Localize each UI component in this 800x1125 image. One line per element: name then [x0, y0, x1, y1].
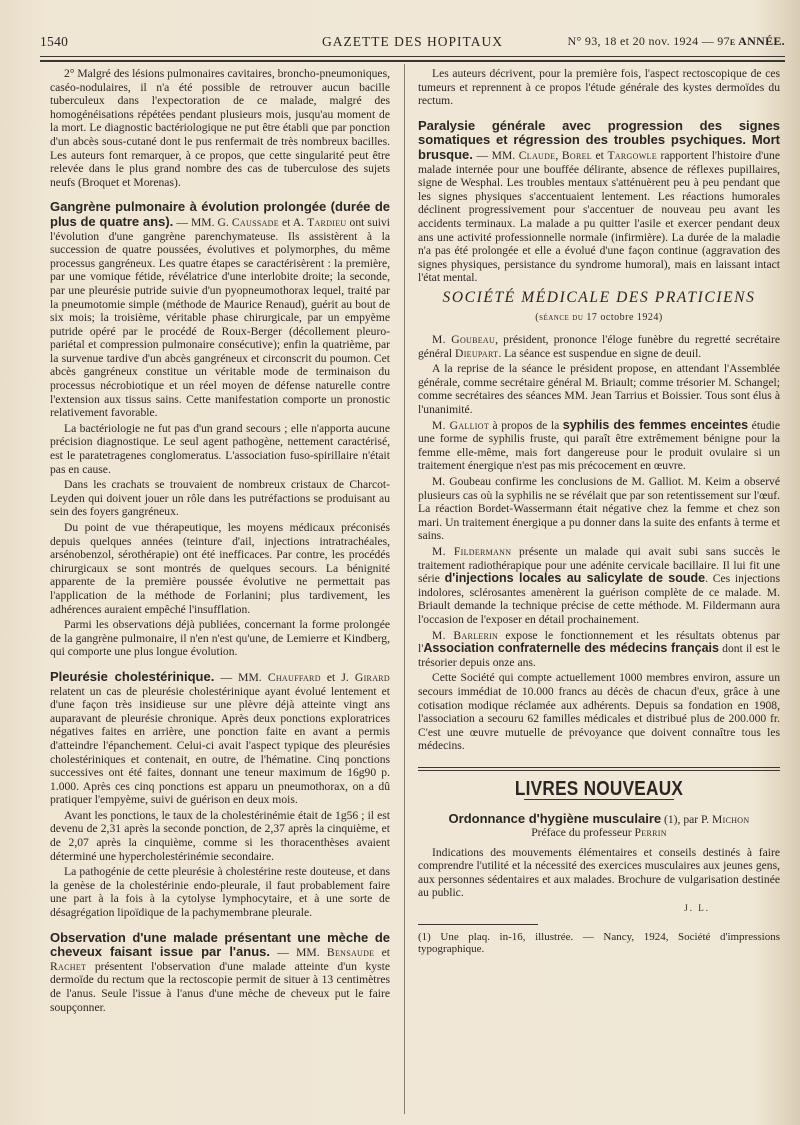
paragraph: La bactériologie ne fut pas d'un grand secours ; elle n'apporta aucune précision diagnostique. Le seul agent pathogène, nettement caractérisé, est le paratetragenes conglomeratus. L'association fuso-spirillaire n'était pas en cause. — [50, 421, 390, 476]
paragraph: M. Galliot à propos de la syphilis des femmes enceintes étudie une forme de syphilis fruste, qui paraît être extrêmement bénigne pour la femme elle-même, mais fort dangereuse pour le produit ovulaire si un traitement énergique n'est pas mis précocement en œuvre. — [418, 417, 780, 473]
footnote: (1) Une plaq. in-16, illustrée. — Nancy, 1924, Société d'impressions typographique. — [418, 930, 780, 956]
footnote-rule — [418, 924, 538, 925]
article-heading: Observation d'une malade présentant une mèche de cheveux faisant issue par l'anus. — [50, 929, 390, 960]
author-name: Chauffard — [267, 670, 321, 684]
page-number: 1540 — [40, 34, 69, 49]
page-header — [40, 34, 785, 54]
left-column — [50, 67, 390, 1016]
issue-info: N° 93, 18 et 20 nov. 1924 — 97e ANNÉE. — [567, 34, 785, 48]
section-title-societe: SOCIÉTÉ MÉDICALE DES PRATICIENS — [442, 288, 756, 306]
paragraph: Dans les crachats se trouvaient de nombreux cristaux de Charcot-Leyden qui doivent jouer un rôle dans les putréfactions se produisant au sein des foyers gangréneux. — [50, 478, 390, 519]
author-name: Rachet — [50, 959, 87, 973]
paragraph: 2° Malgré des lésions pulmonaires cavitaires, broncho-pneumoniques, caséo-nodulaires, il n'a été possible de retrouver aucun bacille tuberculeux dans l'expectoration de ce malade, malgré des homogénéisations répétées pendant plusieurs mois, jusqu'au moment de la mort. Le diagnostic bactériologique ne put être établi que par ponction d'un abcès sous-cutané dont le pus renfermait de très nombreux bacilles. Les auteurs font remarquer, à ce propos, que cette singularité peut être relevée dans le plus grand nombre des cas de tuberculose des sujets neufs (Broquet et Morenas). — [50, 67, 390, 189]
paragraph: M. Goubeau, président, prononce l'éloge funèbre du regretté secrétaire général Dieupart. La séance est suspendue en signe de deuil. — [418, 333, 780, 360]
author-name: Girard — [354, 670, 390, 684]
column-separator — [404, 64, 405, 1114]
author-name: Bensaude — [326, 946, 375, 960]
article-heading: Pleurésie cholestérinique. — [50, 668, 215, 684]
paragraph: Cette Société qui compte actuellement 1000 membres environ, assure un secours immédiat de 10.000 francs au décès de chacun d'eux, grâce à une cotisation modique réclamée aux adhérents. Depuis sa fondation en 1908, l'association a secouru 62 familles médicales et distribué plus de 200.000 fr. C'est une œuvre mutuelle de prévoyance que doivent connaître tous les médecins. — [418, 671, 780, 753]
article-heading: Paralysie générale avec progression des signes somatiques et régression des troubles psychiques. Mort brusque. — [418, 117, 780, 162]
author-name: Caussade — [231, 215, 279, 229]
signature: J. L. — [684, 903, 710, 914]
paragraph: Du point de vue thérapeutique, les moyens médicaux préconisés depuis quelques années (teinture d'ail, injections intratrachéales, arsénobenzol, sérothérapie) ont été inefficaces. Par contre, les procédés chirurgicaux se sont montrés de quelques secours. La bénignité apparente de la première poussée évolutive ne permettait pas l'application de la méthode de Forlanini; plus tardivement, les adhérences auraient empêché l'insufflation. — [50, 521, 390, 616]
paragraph: Parmi les observations déjà publiées, concernant la forme prolongée de la gangrène pulmonaire, il n'en n'est qu'une, de Lemierre et Kindberg, qui comporte une plus longue évolution. — [50, 618, 390, 659]
book-title: Ordonnance d'hygiène musculaire (1), par P. Michon — [448, 810, 750, 826]
article-paralysie: Paralysie générale avec progression des signes somatiques et régression des troubles psychiques. Mort brusque. — MM. Claude, Borel et Targowle rapportent l'histoire d'une malade internée pour une bouffée délirante, absence de réflexes pupillaires, signe de Wesphal. Les troubles mentaux s'atténuèrent peu à peu pendant que les signes physiques s'accentuaient lentement. Les réactions humorales déclinent progressivement pour s'accentuer de nouveau peu avant les accidents terminaux. La malade a pu quitter l'asile et exercer pendant deux ans une activité professionnelle normale (infirmière). La durée de la maladie n'a pas été prolongée et elle a évolué d'une façon continue (aggravation des signes physiques, persistance du syndrome humoral), mais en laissant intact l'état mental. — [418, 117, 780, 285]
journal-title: GAZETTE DES HOPITAUX — [322, 34, 503, 49]
section-divider — [418, 767, 780, 771]
author-name: Borel — [561, 148, 592, 162]
paragraph: Avant les ponctions, le taux de la cholestérinémie était de 1g56 ; il est devenu de 2,31 après la seconde ponction, de 2,37 après la cinquième, et de 2,07 après la cinquième, comme si les thoracenthèses avaient déterminé une hypercholestérinémie secondaire. — [50, 808, 390, 863]
book-preface: Préface du professeur Perrin — [531, 826, 667, 840]
author-name: Tardieu — [307, 215, 347, 229]
article-gangrene: Gangrène pulmonaire à évolution prolongée (durée de plus de quatre ans). — MM. G. Caussade et A. Tardieu ont suivi l'évolution d'une gangrène parenchymateuse. Ils assistèrent à la succession de quatre poussées, évolutives et polymorphes, du même processus gangréneux. Les quatre étapes se caractérisèrent : la première, par une vomique fétide, révélatrice d'une interlobite droite; la seconde, par une pleurésie putride suivie d'un pyopneumothorax lequel, traité par la pneumotomie simple (méthode de Maurice Renaud), guérit au bout de six mois; la troisième, véritable phase chirurgicale, par un empyème putride opéré par le procédé de Roux-Berger (décollement pleuro-pariétal et compression pulmonaire consécutive); enfin la quatrième, par la survenue tardive d'un abcès gangréneux et circonscrit du poumon. Cet abcès gangréneux constitue un véritable mode de terminaison du processus nécrobiotique et un réel moyen de défense naturelle contre l'extension aux tissus sains. Cette manifestation comporte un pronostic relativement favorable. — [50, 199, 390, 420]
article-heading: Gangrène pulmonaire à évolution prolongée (durée de plus de quatre ans). — [50, 199, 390, 229]
paragraph: La pathogénie de cette pleurésie à cholestérine reste douteuse, et dans la genèse de la cholestérinie endo-pleurale, il faut probablement faire une part à la fois à la cytolyse lymphocytaire, et à une sorte de désagrégation lipoïdique de la pachymembrane pleurale. — [50, 865, 390, 920]
author-name: Claude — [518, 148, 556, 162]
article-observation: Observation d'une malade présentant une mèche de cheveux faisant issue par l'anus. — MM. Bensaude et Rachet présentent l'observation d'une malade atteinte d'un kyste dermoïde du rectum que la rectoscopie permit de situer à 13 centimètres de l'anus. Seule l'issue à l'anus d'une mèche de cheveux put le faire soupçonner. — [50, 929, 391, 1014]
right-column — [418, 67, 780, 956]
paragraph: M. Fildermann présente un malade qui avait subi sans succès le traitement radiothérapique pour une adénite cervicale bacillaire. Il lui fit une série d'injections locales au salicylate de soude. Ces injections indolores, sclérosantes amenèrent la guérison complète de ce malade. M. Briault demande la technique précise de cette méthode. M. Fildermann aura l'occasion de l'exposer en détail prochainement. — [418, 545, 781, 626]
paragraph: A la reprise de la séance le président propose, en attendant l'Assemblée générale, comme secrétaire général M. Briault; comme trésorier M. Schangel; comme secrétaires des séances MM. Jean Tarrius et Boissier. Tous sont élus à l'unanimité. — [418, 362, 780, 417]
header-rule-thick — [40, 60, 785, 62]
paragraph: M. Barlerin expose le fonctionnement et les résultats obtenus par l'Association confraternelle des médecins français dont il est le trésorier depuis onze ans. — [418, 628, 780, 669]
header-rule — [40, 56, 785, 57]
article-pleuresie: Pleurésie cholestérinique. — MM. Chauffard et J. Girard relatent un cas de pleurésie cholestérinique ayant évolué lentement et d'une façon très insidieuse sur une plèvre déjà atteinte vingt ans auparavant de pleurésie chronique. Après deux ponctions exploratrices négatives faites en arrière, une ponction faite en avant a permis d'atteindre l'épanchement. Celui-ci avait l'aspect typique des pleurésies cholestériniques et contenait, en outre, de l'hématine. Cinq ponctions successives ont été faites, donnant une teneur maximum de 16g90 p. 1.000. Après ces cinq ponctions est apparu un pneumothorax, on a dû pratiquer l'empyème, suivi de guérison en deux mois. — [50, 668, 390, 807]
author-name: Targowle — [607, 148, 657, 162]
paragraph: M. Goubeau confirme les conclusions de M. Galliot. M. Keim a observé plusieurs cas où la syphilis ne se révélait que par son retentissement sur l'œuf. La réaction Bordet-Wassermann était négative chez la femme et chez son mari. Un traitement énergique a pu donner dans la suite des enfants à terme et sains. — [418, 475, 780, 543]
paragraph: Les auteurs décrivent, pour la première fois, l'aspect rectoscopique de ces tumeurs et reprennent à ce propos l'étude générale des kystes dermoïdes du rectum. — [418, 67, 780, 108]
paragraph: Indications des mouvements élémentaires et conseils destinés à faire comprendre l'utilité et la nécessité des exercices musculaires aux jeunes gens, aux personnes sédentaires et aux malades. Brochure de vulgarisation destinée au public. — [418, 845, 780, 900]
section-title-livres: LIVRES NOUVEAUX — [514, 777, 684, 800]
section-subtitle: (séance du 17 octobre 1924) — [535, 311, 663, 323]
